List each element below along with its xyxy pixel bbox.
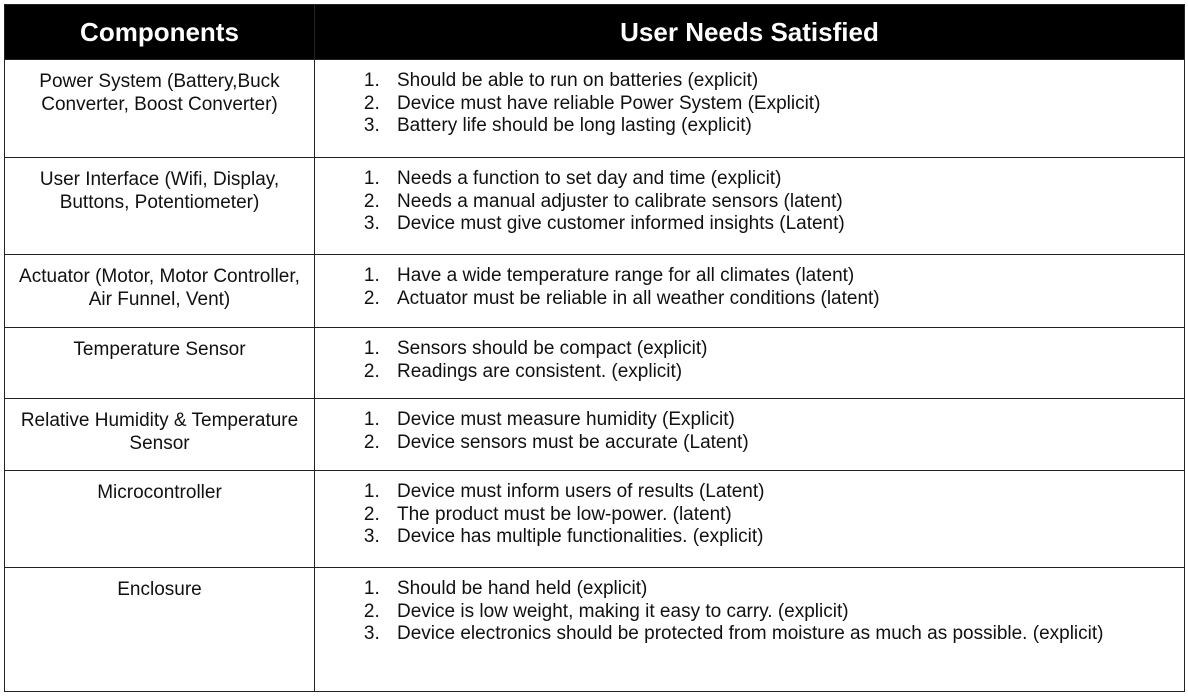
need-list [315,70,1184,138]
header-user-needs: User Needs Satisfied [315,5,1185,60]
need-item: 3. Device has multiple functionalities. (explicit) [385,526,1154,549]
need-item: 2. Readings are consistent. (explicit) [385,361,1154,384]
needs-table [4,4,1185,692]
table-row [5,255,1185,328]
component-cell: Enclosure [5,568,315,692]
need-item: 3. Battery life should be long lasting (explicit) [385,115,1154,138]
need-list [315,578,1184,646]
table-row [5,471,1185,568]
header-row [5,5,1185,60]
need-list [315,481,1184,549]
component-cell: User Interface (Wifi, Display, Buttons, Potentiometer) [5,158,315,255]
table-row [5,568,1185,692]
need-item: 1. Device must measure humidity (Explicit) [385,409,1154,432]
need-item: 1. Device must inform users of results (Latent) [385,481,1154,504]
need-item: 2. Device sensors must be accurate (Latent) [385,432,1154,455]
header-components: Components [5,5,315,60]
needs-cell [315,471,1185,568]
need-list [315,168,1184,236]
needs-cell [315,328,1185,399]
need-list [315,265,1184,310]
table-row [5,399,1185,471]
table-row [5,158,1185,255]
need-list [315,338,1184,383]
need-item: 1. Have a wide temperature range for all climates (latent) [385,265,1154,288]
table-row [5,60,1185,158]
need-item: 2. Needs a manual adjuster to calibrate sensors (latent) [385,191,1154,214]
needs-cell [315,568,1185,692]
component-cell: Actuator (Motor, Motor Controller, Air Funnel, Vent) [5,255,315,328]
needs-cell [315,399,1185,471]
need-item: 1. Should be hand held (explicit) [385,578,1154,601]
need-item: 1. Needs a function to set day and time (explicit) [385,168,1154,191]
need-item: 3. Device electronics should be protected from moisture as much as possible. (explicit) [385,623,1154,646]
needs-cell [315,60,1185,158]
table-row [5,328,1185,399]
need-item: 2. The product must be low-power. (latent) [385,504,1154,527]
component-cell: Microcontroller [5,471,315,568]
component-cell: Relative Humidity & Temperature Sensor [5,399,315,471]
need-list [315,409,1184,454]
need-item: 2. Device is low weight, making it easy to carry. (explicit) [385,601,1154,624]
need-item: 1. Sensors should be compact (explicit) [385,338,1154,361]
need-item: 2. Device must have reliable Power System (Explicit) [385,93,1154,116]
needs-cell [315,158,1185,255]
need-item: 3. Device must give customer informed insights (Latent) [385,213,1154,236]
need-item: 1. Should be able to run on batteries (explicit) [385,70,1154,93]
needs-cell [315,255,1185,328]
component-cell: Temperature Sensor [5,328,315,399]
component-cell: Power System (Battery,Buck Converter, Boost Converter) [5,60,315,158]
need-item: 2. Actuator must be reliable in all weather conditions (latent) [385,288,1154,311]
